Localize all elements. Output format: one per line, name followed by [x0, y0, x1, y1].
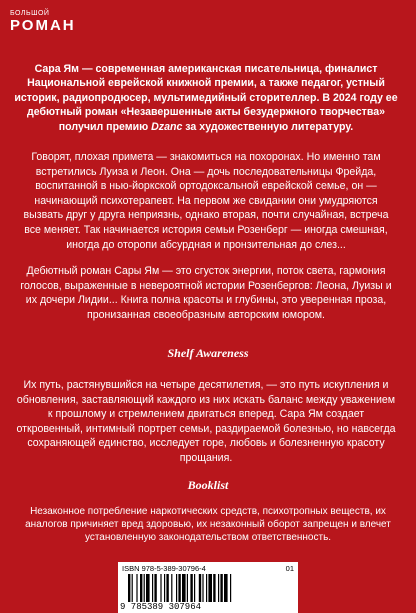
barcode-bar	[213, 574, 215, 602]
barcode-bar	[164, 574, 165, 602]
barcode-bar	[152, 574, 153, 602]
barcode-bar	[206, 574, 207, 602]
barcode-bar	[146, 574, 150, 602]
barcode-bar	[128, 574, 130, 602]
review-source-1: Shelf Awareness	[167, 346, 249, 360]
barcode-bar	[132, 574, 133, 602]
barcode-bar	[182, 574, 186, 602]
synopsis-paragraph: Говорят, плохая примета — знакомиться на похоронах. Но именно там встретились Луиза и Леон. Она — дочь последовательницы Фрейда, воспитанной в нью-йоркской ортодоксальной еврейской семье, он — начинающий психотерапевт. На первом же свидании они умудряются вызвать друг у друга неприязнь, однако вторая, почти случайная, встреча все меняет. Так начинается история семьи Розенберг — иногда смешная, иногда до оторопи абсурдная и пронзительная до слез...	[23, 151, 389, 251]
series-logo-big: РОМАН	[10, 17, 76, 34]
series-logo	[10, 10, 76, 33]
barcode-bar	[136, 574, 137, 602]
isbn-addon: 01	[285, 564, 294, 573]
barcode-bar	[154, 574, 156, 602]
barcode-bar	[187, 574, 188, 602]
barcode-block	[118, 562, 298, 613]
barcode-bars	[124, 574, 292, 602]
barcode-bar	[176, 574, 177, 602]
barcode-bar	[199, 574, 201, 602]
barcode-bar	[230, 574, 231, 602]
author-bio	[14, 62, 398, 134]
review-quote-2: Их путь, растянувшийся на четыре десятилетия, — это путь искупления и обновления, заставляющий каждого из них искать баланс между уважением к прошлому и стремлением двигаться вперед. Сара Ям создает откровенный, интимный портрет семьи, раздираемой болезнью, но навсегда сохраняющей единство, исследует горе, любовь и болезненную красоту прощания.	[16, 379, 396, 464]
barcode-bar	[190, 574, 192, 602]
barcode-bar	[140, 574, 142, 602]
barcode-bar	[202, 574, 203, 602]
isbn-number: ISBN 978-5-389-30796-4	[122, 564, 206, 573]
review-source-2: Booklist	[187, 478, 229, 492]
ean-digits: 9 785389 307964	[120, 602, 202, 612]
legal-warning: Незаконное потребление наркотических средств, психотропных веществ, их аналогов причиняет вред здоровью, их незаконный оборот запрещен и влечет установленную законодательством ответственность.	[25, 506, 391, 544]
review-quote-1: Дебютный роман Сары Ям — это сгусток энергии, поток света, гармония голосов, выраженные в невероятной истории Розенбергов: Леона, Луизы и их дочери Лидии... Книга полна красоты и глубины, это уверенная проза, пронизанная своеобразным авторским юмором.	[20, 265, 392, 321]
barcode-bar	[194, 574, 195, 602]
barcode-bar	[218, 574, 219, 602]
barcode-bar	[171, 574, 172, 602]
barcode-bar	[144, 574, 145, 602]
author-bio-text: Сара Ям — современная американская писательница, финалист Национальной еврейской книжной премии, а также педагог, устный историк, радиопродюсер, мультимедийный сторителлер. В 2024 году ее дебютный роман «Незавершенные акты безудержного творчества» получил премию	[14, 63, 398, 133]
barcode-bar	[220, 574, 222, 602]
award-brand: Dzanc	[151, 120, 183, 133]
barcode-bar	[178, 574, 180, 602]
series-logo-small: БОЛЬШОЙ	[10, 10, 50, 17]
barcode-bar	[160, 574, 161, 602]
barcode-bar	[166, 574, 168, 602]
barcode-bar	[224, 574, 228, 602]
author-bio-text-end: за художественную литературу.	[182, 120, 354, 133]
isbn-line	[122, 564, 294, 573]
barcode-bar	[208, 574, 212, 602]
